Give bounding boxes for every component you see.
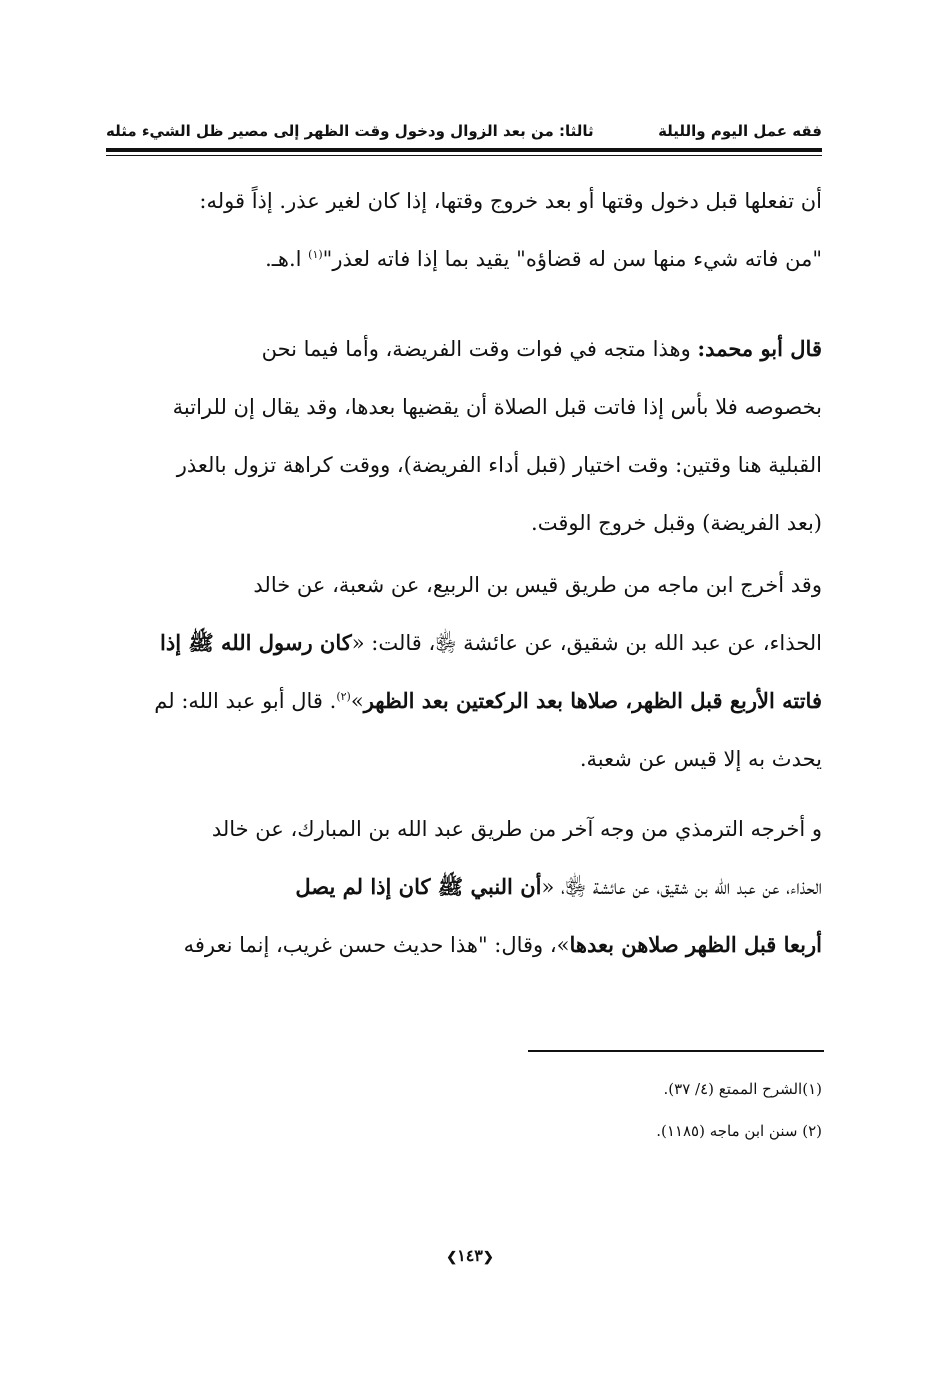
header-rule-thick [106, 148, 822, 152]
ornament-right-icon: ❮ [482, 1250, 494, 1265]
paragraph-3-line-3 [108, 672, 822, 730]
end-mark: ا.هـ. [265, 247, 309, 271]
paragraph-2-line-2: بخصوصه فلا بأس إذا فاتت قبل الصلاة أن يقضيها بعدها، وقد يقال إن للراتبة [172, 395, 822, 419]
paragraph-3-line-1: وقد أخرج ابن ماجه من طريق قيس بن الربيع، عن شعبة، عن خالد [253, 573, 822, 597]
footnotes [500, 1068, 822, 1152]
paragraph-4-line-3 [108, 916, 822, 974]
ornament-left-icon: ❯ [446, 1250, 458, 1265]
paragraph-1 [108, 172, 822, 288]
chapter-title: ثالثا: من بعد الزوال ودخول وقت الظهر إلى مصير ظل الشيء مثله [106, 122, 594, 140]
paragraph-3-line-4: يحدث به إلا قيس عن شعبة. [579, 747, 822, 771]
page-number [420, 1246, 520, 1265]
paragraph-1-line-2 [108, 230, 822, 288]
page-number-value: ١٤٣ [457, 1246, 483, 1265]
hadith-text-start: كان رسول الله ﷺ إذا [160, 630, 352, 655]
paragraph-4-line-1: و أخرجه الترمذي من وجه آخر من طريق عبد الله بن المبارك، عن خالد [211, 817, 822, 841]
footnote-ref-1[interactable]: (١) [308, 248, 323, 261]
close-quote: » [350, 689, 364, 713]
speaker-label: قال أبو محمد: [697, 336, 822, 361]
running-header [106, 118, 822, 146]
paragraph-3 [108, 556, 822, 788]
footnote-separator [528, 1050, 824, 1052]
paragraph-2-line-1-text: وهذا متجه في فوات وقت الفريضة، وأما فيما نحن [261, 337, 698, 361]
paragraph-2-line-1 [108, 320, 822, 378]
paragraph-4-line-3-plain: »، وقال: "هذا حديث حسن غريب، إنما نعرفه [183, 933, 570, 957]
hadith-text-end: فاتته الأربع قبل الظهر، صلاها بعد الركعتين بعد الظهر [363, 688, 822, 713]
paragraph-2 [108, 320, 822, 552]
paragraph-4-line-2-plain: الحذاء، عن عبد الله بن شقيق، عن عائشة ﵂، « [541, 875, 822, 899]
paragraph-3-line-3-plain: . قال أبو عبد الله: لم [154, 689, 337, 713]
hadith-2-text-start: أن النبي ﷺ كان إذا لم يصل [295, 874, 542, 899]
hadith-2-text-end: أربعا قبل الظهر صلاهن بعدها [569, 932, 822, 957]
quote-text: "من فاته شيء منها سن له قضاؤه" يقيد بما إذا فاته لعذر" [322, 247, 822, 271]
paragraph-3-line-2 [108, 614, 822, 672]
book-title: فقه عمل اليوم والليلة [658, 122, 822, 140]
paragraph-3-line-2-plain: الحذاء، عن عبد الله بن شقيق، عن عائشة ﵂، قالت: « [351, 631, 822, 655]
footnote-2: (٢) سنن ابن ماجه (١١٨٥). [656, 1122, 822, 1140]
footnote-ref-2[interactable]: (٢) [336, 690, 351, 703]
footnote-1: (١)الشرح الممتع (٤/ ٣٧). [663, 1080, 822, 1098]
paragraph-4 [108, 800, 822, 974]
paragraph-1-line-1: أن تفعلها قبل دخول وقتها أو بعد خروج وقتها، إذا كان لغير عذر. إذاً قوله: [199, 189, 822, 213]
header-rule-thin [106, 155, 822, 156]
paragraph-4-line-2 [108, 858, 822, 916]
paragraph-2-line-3: القبلية هنا وقتين: وقت اختيار (قبل أداء الفريضة)، ووقت كراهة تزول بالعذر [176, 453, 822, 477]
paragraph-2-line-4: (بعد الفريضة) وقبل خروج الوقت. [531, 511, 822, 535]
